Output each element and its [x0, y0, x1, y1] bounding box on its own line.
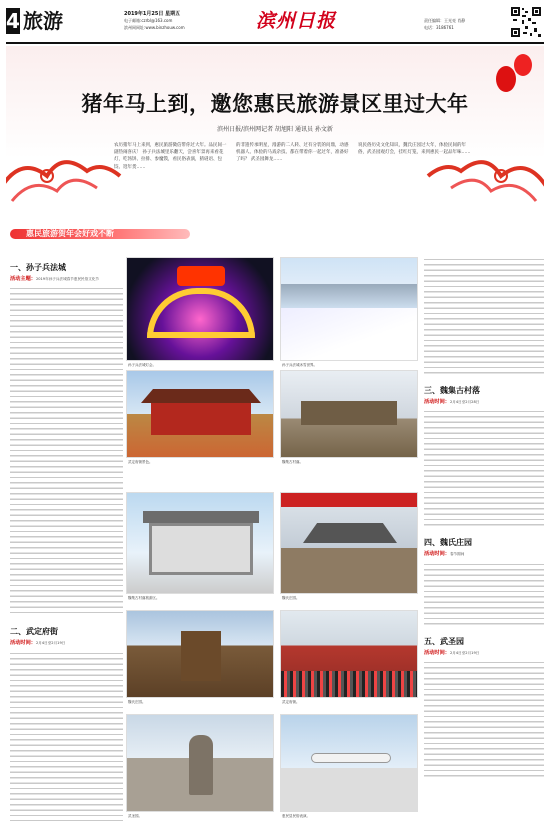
- photo-manor-wall: [126, 610, 274, 698]
- photo-stone-gate: [126, 492, 274, 594]
- brand-logo: 滨州日报: [256, 10, 337, 32]
- lantern-arch: [147, 288, 255, 338]
- caption-10: 惠民县民俗表演。: [282, 814, 310, 818]
- lead-middle: 的非遗传承明星，漫游的二人转、过有分装的问鼎，动感机器人、体验的马戏杂技、都在带着你一起过年，准备好了吗？ 武圣园舞龙……: [236, 143, 349, 163]
- caption-9: 武圣园。: [128, 814, 142, 818]
- right-filler-2: [424, 409, 544, 529]
- gate-top: [143, 511, 259, 523]
- phone: 电话：3186761: [424, 25, 454, 30]
- label: 活动时间：: [424, 551, 450, 558]
- right-filler-1: [424, 257, 544, 377]
- tree-row: [281, 284, 418, 308]
- right-column: [424, 257, 544, 832]
- photo-snow-park: [280, 257, 418, 361]
- section-4-body: [424, 552, 544, 557]
- left-column: [10, 248, 123, 832]
- photo-temple: [126, 714, 274, 812]
- value: 春节期间: [449, 552, 465, 557]
- photo-old-village: [280, 370, 418, 458]
- caption-8: 武定府街。: [282, 700, 300, 704]
- label: 活动主题：: [10, 276, 36, 282]
- caption-5: 魏集古村落旅游区。: [128, 596, 160, 600]
- label: 活动时间：: [10, 640, 36, 647]
- section-title-3: 三、魏集古村落: [424, 386, 480, 395]
- section-3-body: [424, 400, 544, 405]
- statue: [189, 735, 213, 795]
- section-title-1: 一、孙子兵法城: [10, 263, 66, 272]
- house: [301, 401, 397, 425]
- date: 2019年1月25日 星期五: [124, 11, 181, 17]
- lantern-top: [177, 266, 225, 286]
- caption-4: 魏集古村落。: [282, 460, 303, 464]
- right-filler-4: [424, 660, 544, 780]
- section-title-5: 五、武圣园: [424, 636, 464, 646]
- editor: 责任编辑：王光亮 肖静: [424, 18, 466, 23]
- hero: [6, 46, 544, 234]
- section-banner: [10, 228, 200, 240]
- qr-code-icon: [510, 6, 542, 38]
- snow-slope: [281, 308, 418, 361]
- label: 活动时间：: [424, 649, 450, 656]
- photo-lantern-show: [126, 257, 274, 361]
- lead-right: 说民俗历史文化知识，魏氏庄园过大年，体验民间的年俗，武圣园观灯会，挂红灯笼，来到惠民一起品年味……: [358, 143, 471, 156]
- plane: [311, 753, 391, 763]
- gate-body: [149, 523, 253, 575]
- photo-plane-show: [280, 714, 418, 812]
- value: 2月4日至2月19日: [449, 650, 480, 655]
- roof: [141, 389, 261, 403]
- masthead-rule: [6, 42, 544, 44]
- site: 滨州网网址:www.binzhouw.com: [124, 25, 185, 30]
- section-1-body: [10, 277, 123, 282]
- section-title-4: 四、魏氏庄园: [424, 538, 472, 548]
- section-2-body: [10, 641, 123, 646]
- value: 2019年孙子兵法城春节惠民民俗文化节: [35, 277, 100, 281]
- caption-6: 魏氏庄园。: [282, 596, 300, 600]
- label: 活动时间：: [424, 399, 450, 405]
- byline: 滨州日报/滨州网记者 胡旭阳 通讯员 孙文新: [217, 126, 333, 133]
- cloud-ornament-left-icon: [6, 146, 122, 206]
- caption-1: 孙子兵法城灯会。: [128, 363, 156, 367]
- manor-roof: [303, 523, 397, 543]
- value: 2月4日至2月28日: [449, 400, 480, 404]
- crowd: [281, 671, 418, 698]
- hall: [151, 403, 251, 435]
- red-lanterns: [281, 493, 418, 507]
- caption-3: 武定府街景色。: [128, 460, 153, 464]
- lead-left: 农历猪年马上来到，惠民旅游微信带你过大年。品民间一副热闹喜庆！ 孙子兵法城里乐翻天，尝喜年景再来看花灯，吃汤饼、拉排、参魔馍，看民俗表演，猜谜语、包饺、逛年货……: [114, 143, 227, 170]
- section-name: 旅游: [23, 9, 63, 33]
- page-number: 4: [6, 9, 20, 33]
- section-2-filler: [10, 651, 123, 821]
- photo-gate-building: [126, 370, 274, 458]
- lantern-icon: [514, 54, 532, 76]
- banner-text: 惠民旅游贺年会好戏不断: [26, 229, 114, 238]
- headline: 猪年马上到，邀您惠民旅游景区里过大年: [81, 92, 469, 116]
- caption-7: 魏氏庄园。: [128, 700, 146, 704]
- masthead: [6, 6, 544, 44]
- section-1-filler: [10, 286, 123, 616]
- section-title-2: 二、武定府街: [10, 627, 58, 637]
- section-5-body: [424, 651, 544, 656]
- value: 2月4日至2月19日: [35, 641, 66, 646]
- photo-street-fair: [280, 610, 418, 698]
- caption-2: 孙子兵法城冰雪世界。: [282, 363, 317, 367]
- right-filler-3: [424, 562, 544, 628]
- email: 电子邮箱:czrbl@163.com: [124, 18, 173, 23]
- tower: [181, 631, 221, 681]
- photo-manor: [280, 492, 418, 594]
